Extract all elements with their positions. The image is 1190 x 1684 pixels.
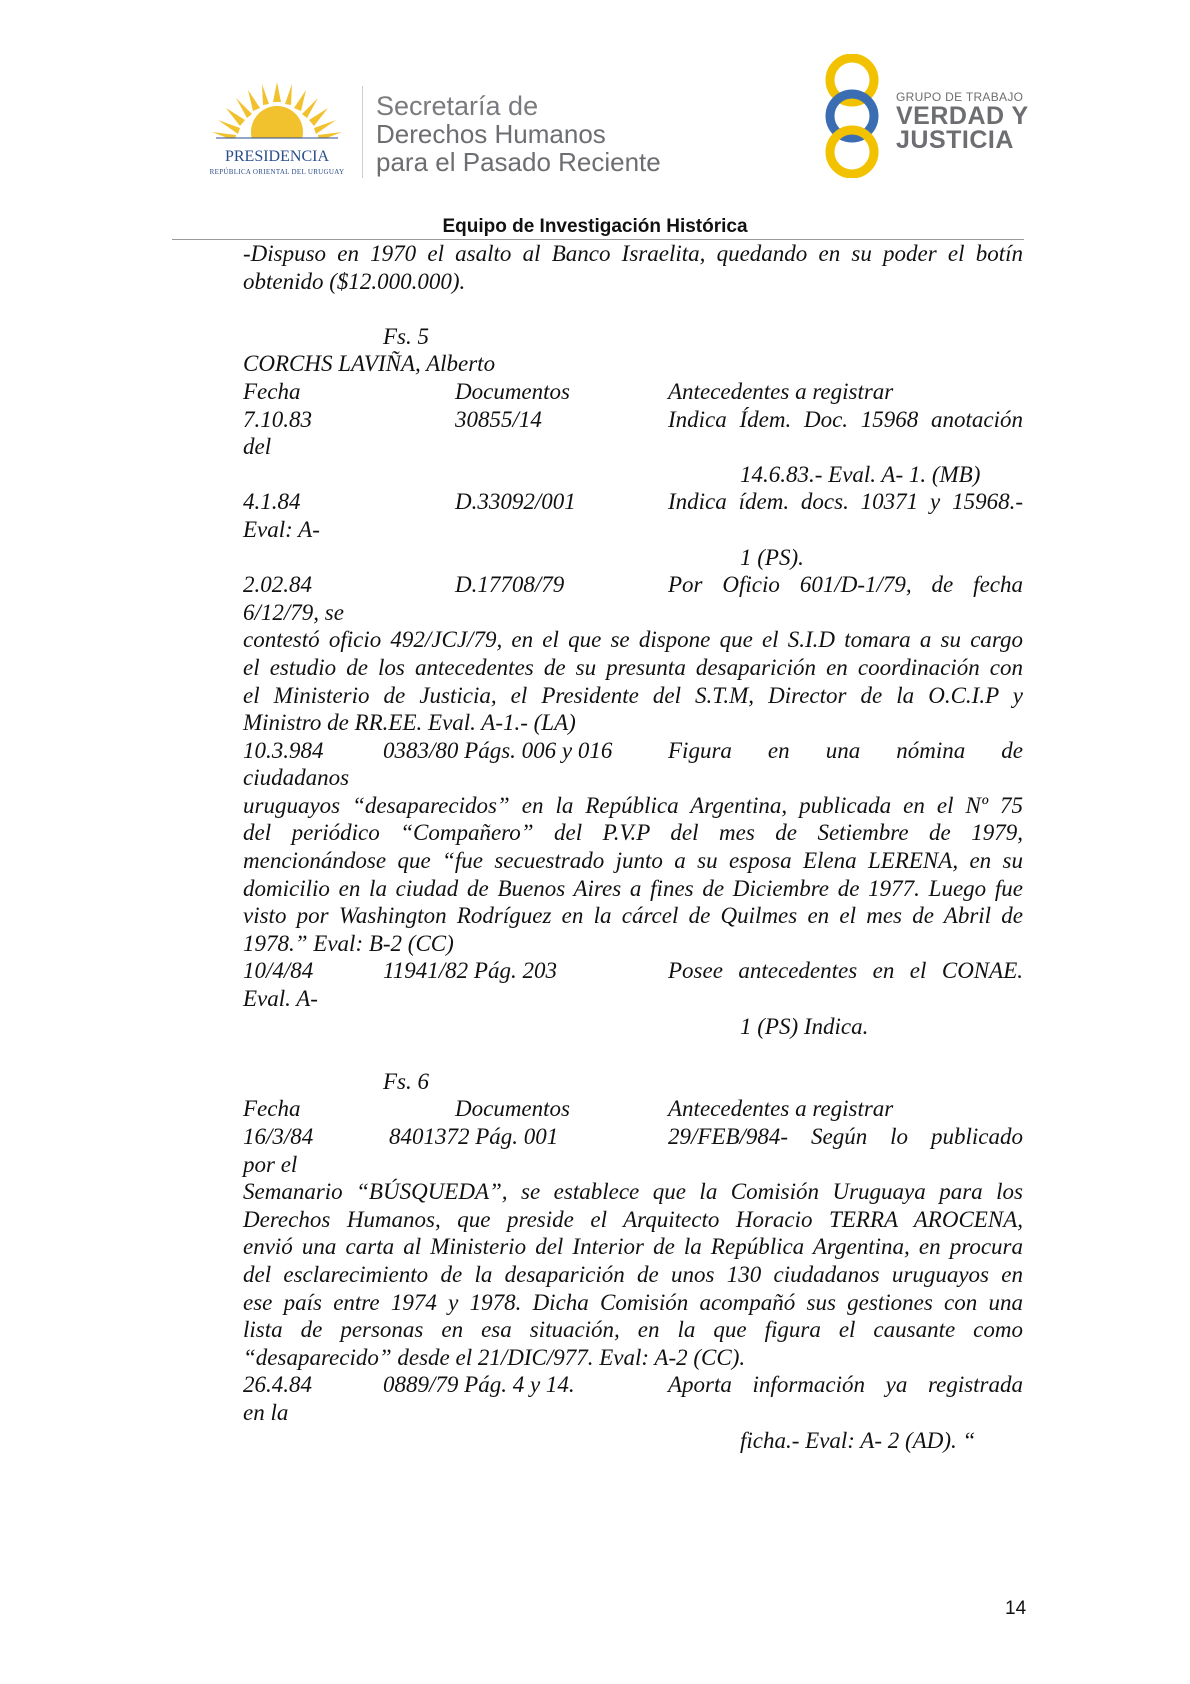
secretaria-line2: Derechos Humanos	[376, 119, 606, 149]
col-antecedentes: Antecedentes a registrar	[668, 378, 894, 404]
row-paragraph: domicilio en la ciudad de Buenos Aires a fines de Diciembre de 1977. Luego fue	[243, 875, 1023, 901]
row-tail-text: 14.6.83.- Eval. A- 1. (MB)	[740, 461, 981, 487]
row-continuation: Eval. A-	[243, 986, 318, 1012]
row-fecha: 2.02.84	[243, 572, 312, 598]
col-fecha: Fecha	[243, 1096, 301, 1122]
row-doc: 0889/79 Pág. 4 y 14.	[383, 1372, 575, 1398]
row-paragraph: “desaparecido” desde el 21/DIC/977. Eval: A-2 (CC).	[243, 1344, 746, 1370]
col-documentos: Documentos	[455, 1096, 570, 1122]
grupo-trabajo-title	[896, 90, 1029, 152]
row-tail	[243, 544, 1023, 572]
fs5-label: Fs. 5	[383, 323, 429, 349]
row-fecha: 26.4.84	[243, 1372, 312, 1398]
row-ant: Por Oficio 601/D-1/79, de fecha	[668, 572, 1023, 598]
row-paragraph: uruguayos “desaparecidos” en la República Argentina, publicada en el Nº 75	[243, 792, 1023, 818]
row-ant: Indica Ídem. Doc. 15968 anotación	[668, 406, 1023, 432]
subject-name: CORCHS LAVIÑA, Alberto	[243, 351, 496, 377]
row-ant: Aporta información ya registrada	[668, 1372, 1023, 1398]
row-paragraph: del periódico “Compañero” del P.V.P del mes de Setiembre de 1979,	[243, 820, 1023, 846]
table-row	[243, 957, 1023, 985]
row-paragraph: 1978.” Eval: B-2 (CC)	[243, 930, 454, 956]
table-header	[243, 1095, 1023, 1123]
page-number: 14	[1005, 1598, 1027, 1619]
row-fecha: 10.3.984	[243, 737, 324, 763]
row-paragraph: lista de personas en esa situación, en la que figura el causante como	[243, 1317, 1023, 1343]
table-row	[243, 737, 1023, 765]
folio-label	[243, 1068, 1023, 1096]
row-paragraph: visto por Washington Rodríguez en la cárcel de Quilmes en el mes de Abril de	[243, 903, 1023, 929]
presidencia-name: PRESIDENCIA	[224, 148, 329, 165]
col-antecedentes: Antecedentes a registrar	[668, 1096, 894, 1122]
verdad-justicia-rings-logo	[822, 54, 882, 178]
table-row	[243, 406, 1023, 434]
row-tail-text: 1 (PS) Indica.	[740, 1013, 869, 1039]
row-paragraph: el estudio de los antecedentes de su presunta desaparición en coordinación con	[243, 654, 1023, 680]
row-doc: D.33092/001	[455, 489, 576, 515]
folio-label	[243, 323, 1023, 351]
table-row	[243, 571, 1023, 599]
secretaria-line1: Secretaría de	[376, 91, 539, 121]
row-doc: 11941/82 Pág. 203	[383, 958, 557, 984]
fs6-label: Fs. 6	[383, 1068, 429, 1094]
row-continuation: Eval: A-	[243, 516, 320, 542]
row-continuation: por el	[243, 1151, 298, 1177]
row-paragraph: mencionándose que “fue secuestrado junto a su esposa Elena LERENA, en su	[243, 848, 1023, 874]
intro-line: -Dispuso en 1970 el asalto al Banco Israelita, quedando en su poder el botín	[243, 241, 1023, 266]
document-body	[243, 240, 1023, 1454]
row-ant: Indica ídem. docs. 10371 y 15968.-	[668, 489, 1023, 515]
row-doc: 30855/14	[455, 406, 542, 432]
row-ant: 29/FEB/984- Según lo publicado	[668, 1124, 1023, 1149]
row-tail	[243, 1013, 1023, 1041]
row-paragraph: envió una carta al Ministerio del Interior de la República Argentina, en procura	[243, 1234, 1023, 1260]
header-divider	[362, 86, 363, 178]
row-doc: D.17708/79	[455, 572, 565, 598]
col-fecha: Fecha	[243, 378, 301, 404]
row-paragraph: Ministro de RR.EE. Eval. A-1.- (LA)	[243, 710, 576, 736]
table-row	[243, 1371, 1023, 1399]
row-continuation: del	[243, 434, 272, 460]
team-title: Equipo de Investigación Histórica	[442, 216, 748, 237]
grupo-line3: JUSTICIA	[896, 126, 1014, 154]
row-tail	[243, 1427, 1023, 1455]
presidencia-sub: REPÚBLICA ORIENTAL DEL URUGUAY	[209, 168, 345, 176]
row-fecha: 10/4/84	[243, 958, 314, 984]
col-documentos: Documentos	[455, 378, 570, 404]
row-tail	[243, 461, 1023, 489]
row-paragraph: Derechos Humanos, que preside el Arquitecto Horacio TERRA AROCENA,	[243, 1206, 1023, 1232]
row-fecha: 7.10.83	[243, 406, 312, 432]
row-continuation: ciudadanos	[243, 765, 350, 791]
table-header	[243, 378, 1023, 406]
table-row	[243, 488, 1023, 516]
row-doc: 8401372 Pág. 001	[389, 1124, 559, 1149]
row-continuation: en la	[243, 1399, 289, 1425]
grupo-line1: GRUPO DE TRABAJO	[896, 90, 1024, 104]
row-paragraph: contestó oficio 492/JCJ/79, en el que se dispone que el S.I.D tomara a su cargo	[243, 627, 1023, 653]
table-row	[243, 1123, 1023, 1151]
row-paragraph: del esclarecimiento de la desaparición de unos 130 ciudadanos uruguayos en	[243, 1261, 1023, 1287]
row-tail-text: ficha.- Eval: A- 2 (AD). “	[740, 1427, 976, 1453]
row-continuation: 6/12/79, se	[243, 599, 344, 625]
row-fecha: 16/3/84	[243, 1124, 314, 1149]
secretaria-line3: para el Pasado Reciente	[376, 147, 661, 177]
row-paragraph: ese país entre 1974 y 1978. Dicha Comisión acompañó sus gestiones con una	[243, 1289, 1023, 1315]
page-header	[0, 0, 1190, 240]
grupo-line2: VERDAD Y	[896, 102, 1029, 130]
secretaria-title	[376, 92, 661, 176]
row-fecha: 4.1.84	[243, 489, 301, 515]
row-paragraph: Semanario “BÚSQUEDA”, se establece que la Comisión Uruguaya para los	[243, 1179, 1023, 1205]
row-tail-text: 1 (PS).	[740, 544, 804, 570]
row-paragraph: el Ministerio de Justicia, el Presidente del S.T.M, Director de la O.C.I.P y	[243, 682, 1023, 708]
row-ant: Figura en una nómina de	[668, 737, 1023, 763]
intro-line: obtenido ($12.000.000).	[243, 268, 466, 294]
row-ant: Posee antecedentes en el CONAE.	[668, 958, 1023, 984]
row-doc: 0383/80 Págs. 006 y 016	[383, 737, 613, 763]
